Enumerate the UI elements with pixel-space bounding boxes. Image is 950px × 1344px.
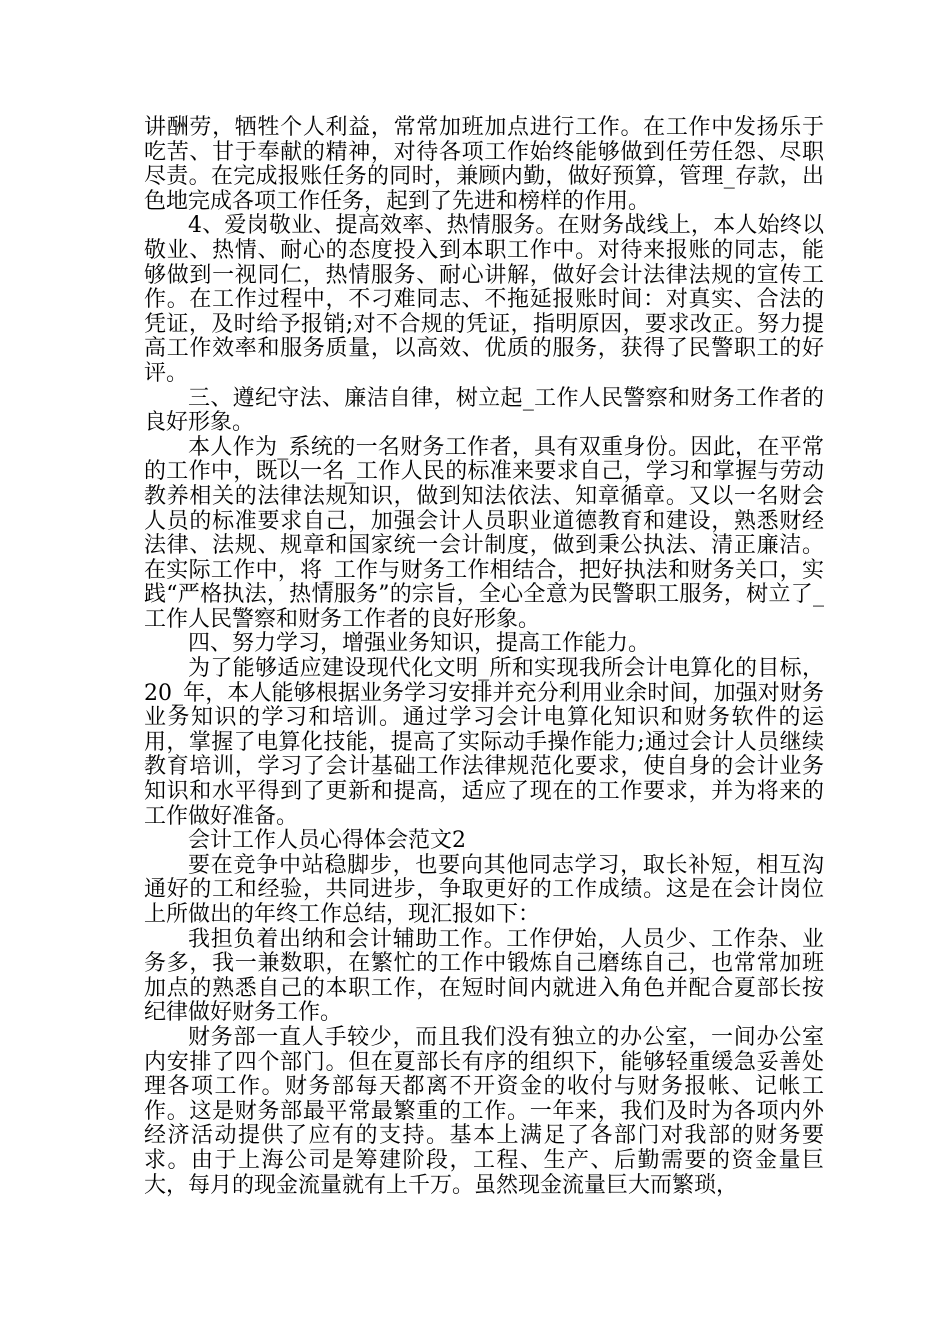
paragraph-finance-dept: 财务部一直人手较少，而且我们没有独立的办公室，一间办公室内安排了四个部门。但在夏部长有序的组织下，能够轻重缓急妥善处理各项工作。财务部每天都离不开资金的收付与财务报帐、记帐工作。这是财务部最平常最繁重的工作。一年来，我们及时为各项内外经济活动提供了应有的支持。基本上满足了各部门对我部的财务要求。由于上海公司是筹建阶段，工程、生产、后勤需要的资金量巨大，每月的现金流量就有上千万。虽然现金流量巨大而繁琐， [144, 1024, 824, 1198]
paragraph-item-4: 4、爱岗敬业、提高效率、热情服务。在财务战线上，本人始终以敬业、热情、耐心的态度投入到本职工作中。对待来报账的同志，能够做到一视同仁，热情服务、耐心讲解，做好会计法律法规的宣传工作。在工作过程中，不刁难同志、不拖延报账时间：对真实、合法的凭证，及时给予报销;对不合规的凭证，指明原因，要求改正。努力提高工作效率和服务质量，以高效、优质的服务，获得了民警职工的好评。 [144, 213, 824, 386]
section-heading-4: 四、努力学习，增强业务知识，提高工作能力。 [188, 631, 651, 657]
section-heading-3: 三、遵纪守法、廉洁自律，树立起_工作人民警察和财务工作者的良好形象。 [144, 385, 824, 436]
paragraph-study: 为了能够适应建设现代化文明_所和实现我所会计电算化的目标，20_年，本人能够根据业务学习安排并充分利用业余时间，加强对财务业务知识的学习和培训。通过学习会计电算化知识和财务软件的运用，掌握了电算化技能，提高了实际动手操作能力;通过会计人员继续教育培训，学习了会计基础工作法律规范化要求，使自身的会计业务知识和水平得到了更新和提高，适应了现在的工作要求，并为将来的工作做好准备。 [144, 656, 824, 829]
essay-title-2: 会计工作人员心得体会范文2 [188, 828, 466, 854]
paragraph-dual-identity: 本人作为_系统的一名财务工作者，具有双重身份。因此，在平常的工作中，既以一名_工作人民的标准来要求自己，学习和掌握与劳动教养相关的法律法规知识，做到知法依法、知章循章。又以一名财会人员的标准要求自己，加强会计人员职业道德教育和建设，熟悉财经法律、法规、规章和国家统一会计制度，做到秉公执法、清正廉洁。在实际工作中，将_工作与财务工作相结合，把好执法和财务关口，实践“严格执法，热情服务”的宗旨，全心全意为民警职工服务，树立了_工作人民警察和财务工作者的良好形象。 [144, 434, 824, 632]
paragraph-continuation: 讲酬劳，牺牲个人利益，常常加班加点进行工作。在工作中发扬乐于吃苦、甘于奉献的精神，对待各项工作始终能够做到任劳任怨、尽职尽责。在完成报账任务的同时，兼顾内勤，做好预算，管理_存款，出色地完成各项工作任务，起到了先进和榜样的作用。 [144, 115, 824, 214]
document-body [144, 116, 824, 1198]
paragraph-intro: 要在竞争中站稳脚步，也要向其他同志学习，取长补短，相互沟通好的工和经验，共同进步，争取更好的工作成绩。这是在会计岗位上所做出的年终工作总结，现汇报如下： [144, 852, 824, 927]
paragraph-cashier: 我担负着出纳和会计辅助工作。工作伊始，人员少、工作杂、业务多，我一兼数职，在繁忙的工作中锻炼自己磨练自己，也常常加班加点的熟悉自己的本职工作，在短时间内就进入角色并配合夏部长按纪律做好财务工作。 [144, 926, 824, 1026]
